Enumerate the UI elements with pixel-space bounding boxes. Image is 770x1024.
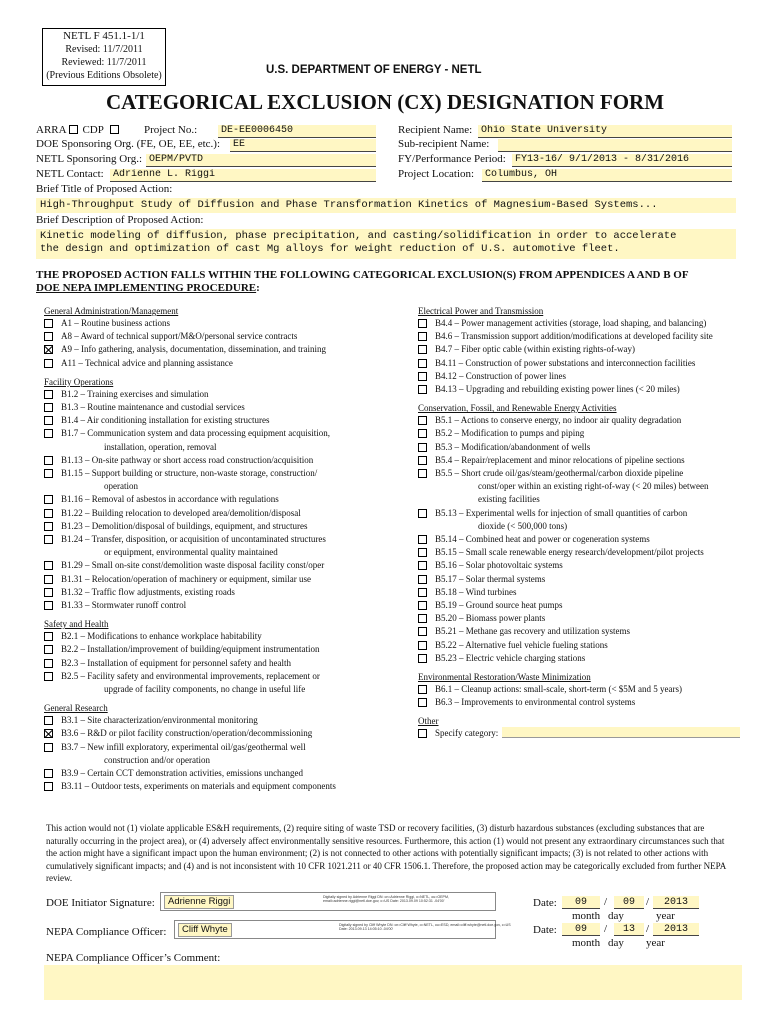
cx-item-label: B1.7 – Communication system and data processing equipment acquisition, (61, 428, 330, 439)
cx-item-label: B4.12 – Construction of power lines (435, 370, 566, 381)
cx-header (36, 269, 736, 295)
cx-checkbox-b3-7[interactable] (44, 743, 53, 752)
date1-sep1: / (604, 896, 608, 908)
cx-checkbox-b3-1[interactable] (44, 716, 53, 725)
brief-desc-label: Brief Description of Proposed Action: (36, 214, 204, 226)
cx-checkbox-b5-19[interactable] (418, 601, 427, 610)
cx-item-continuation: installation, operation, removal (104, 441, 217, 452)
cx-item-label: A8 – Award of technical support/M&O/personal service contracts (61, 331, 298, 342)
cx-item-label: B5.21 – Methane gas recovery and utilization systems (435, 626, 630, 637)
brief-title-label: Brief Title of Proposed Action: (36, 183, 173, 195)
cx-item (44, 467, 404, 480)
cx-item-label: A11 – Technical advice and planning assistance (61, 357, 233, 368)
cx-header-line1: THE PROPOSED ACTION FALLS WITHIN THE FOLLOWING CATEGORICAL EXCLUSION(S) FROM APPENDICES A AND B OF (36, 269, 689, 281)
cx-item (418, 599, 748, 612)
cx-item (418, 507, 748, 520)
project-no-label: Project No.: (143, 124, 198, 136)
cx-item (418, 357, 748, 370)
cx-item-label: B1.15 – Support building or structure, non-waste storage, construction/ (61, 468, 318, 479)
officer-digital-signature: Digitally signed by Cliff Whyte DN: cn=Cliff Whyte, o=NETL, ou=ESD, email=cliff.whyte@netl.doe.gov, c=US Date: 2013.09.13 14:05:10 -04'00' (339, 923, 511, 932)
cx-item (44, 670, 404, 683)
doe-org-field[interactable]: EE (230, 139, 376, 152)
brief-title-text: High-Throughput Study of Diffusion and Phase Transformation Kinetics of Magnesium-Based Systems... (40, 199, 658, 211)
left-cx-column (44, 305, 404, 794)
officer-signature-box[interactable] (174, 920, 511, 939)
cx-checkbox-b1-4[interactable] (44, 416, 53, 425)
department-heading: U.S. DEPARTMENT OF ENERGY - NETL (266, 64, 482, 76)
cx-checkbox-b5-5[interactable] (418, 469, 427, 478)
cx-item-label: B3.6 – R&D or pilot facility construction/operation/decommissioning (61, 728, 313, 739)
cx-item (44, 599, 404, 612)
cx-item-label: B1.32 – Traffic flow adjustments, existing roads (61, 586, 235, 597)
cx-item-label: B4.7 – Fiber optic cable (within existing rights-of-way) (435, 344, 635, 355)
cx-item-label: B5.23 – Electric vehicle charging stations (435, 652, 586, 663)
section-heading: General Research (44, 703, 108, 714)
cx-item (418, 639, 748, 652)
cx-item (418, 652, 748, 665)
netl-org-field[interactable]: OEPM/PVTD (146, 154, 376, 167)
cx-checkbox-b1-32[interactable] (44, 588, 53, 597)
cx-item (44, 727, 404, 740)
cx-item-label: B5.18 – Wind turbines (435, 586, 517, 597)
cx-item (418, 625, 748, 638)
location-field[interactable]: Columbus, OH (482, 169, 732, 182)
cx-checkbox-b4-13[interactable] (418, 385, 427, 394)
cx-item-label: B1.2 – Training exercises and simulation (61, 388, 209, 399)
cx-item (44, 573, 404, 586)
cx-checkbox-b5-20[interactable] (418, 614, 427, 623)
specify-category-field[interactable] (502, 727, 740, 738)
cx-item (418, 383, 748, 396)
cx-item (44, 767, 404, 780)
netl-contact-label: NETL Contact: (36, 168, 104, 180)
cx-checkbox-a1[interactable] (44, 319, 53, 328)
cx-header-colon: : (256, 282, 260, 294)
section-heading: Facility Operations (44, 376, 114, 387)
cx-item-continuation: existing facilities (478, 494, 540, 505)
cx-checkbox-b1-24[interactable] (44, 535, 53, 544)
cx-item (44, 330, 404, 343)
initiator-label: DOE Initiator Signature: (46, 897, 155, 909)
cx-item-label: Specify category: (435, 728, 499, 739)
cx-item (44, 414, 404, 427)
cdp-checkbox[interactable] (110, 125, 119, 134)
cx-item-label: B1.24 – Transfer, disposition, or acquisition of uncontaminated structures (61, 534, 326, 545)
cx-item (418, 683, 748, 696)
netl-contact-field[interactable]: Adrienne L. Riggi (110, 169, 376, 182)
cx-checkbox-b1-7[interactable] (44, 429, 53, 438)
cx-checkbox-b1-13[interactable] (44, 456, 53, 465)
cx-item (418, 573, 748, 586)
netl-org-label: NETL Sponsoring Org.: (36, 153, 143, 165)
form-number: NETL F 451.1-1/1 (63, 30, 145, 42)
cx-checkbox-b4-12[interactable] (418, 372, 427, 381)
cx-checkbox-b5-16[interactable] (418, 561, 427, 570)
cx-item (418, 467, 748, 480)
cx-item-label: B2.3 – Installation of equipment for personnel safety and health (61, 657, 291, 668)
right-cx-column (418, 305, 748, 741)
date1-year[interactable]: 2013 (653, 896, 699, 909)
cx-item-label: B5.5 – Short crude oil/gas/steam/geothermal/carbon dioxide pipeline (435, 468, 684, 479)
cx-item-label: A1 – Routine business actions (61, 318, 170, 328)
cx-item-label: B5.20 – Biomass power plants (435, 613, 546, 624)
cx-checkbox-b2-1[interactable] (44, 632, 53, 641)
cx-item-label: B4.6 – Transmission support addition/modifications at developed facility site (435, 331, 713, 342)
cx-item-label: B1.31 – Relocation/operation of machinery or equipment, similar use (61, 573, 311, 584)
cx-checkbox-b1-33[interactable] (44, 601, 53, 610)
cx-item-label: B4.13 – Upgrading and rebuilding existing power lines (< 20 miles) (435, 384, 680, 395)
cx-item-label: B1.16 – Removal of asbestos in accordance with regulations (61, 494, 279, 505)
cx-item-label: B5.3 – Modification/abandonment of wells (435, 441, 591, 452)
section-heading: Electrical Power and Transmission (418, 306, 544, 316)
cx-item-label: B5.22 – Alternative fuel vehicle fueling stations (435, 639, 608, 650)
cx-item (418, 414, 748, 427)
cx-item-label: B4.4 – Power management activities (storage, load shaping, and balancing) (435, 318, 707, 328)
form-title: CATEGORICAL EXCLUSION (CX) DESIGNATION FORM (105, 90, 665, 114)
cx-item-continuation: or equipment, environmental quality maintained (104, 547, 278, 558)
cx-item-label: B1.33 – Stormwater runoff control (61, 600, 187, 611)
cx-item (418, 612, 748, 625)
cx-checkbox-b2-2[interactable] (44, 645, 53, 654)
cx-item-label: B1.3 – Routine maintenance and custodial services (61, 402, 245, 413)
cx-item-continuation: const/oper within an existing right-of-way (< 20 miles) between (478, 481, 709, 492)
subrecipient-field[interactable] (498, 139, 732, 152)
form-obsolete: (Previous Editions Obsolete) (46, 70, 162, 81)
cx-item-continuation: dioxide (< 500,000 tons) (478, 520, 568, 531)
date2-month-caption: month (572, 937, 601, 949)
cx-checkbox-b5-23[interactable] (418, 654, 427, 663)
form-id-box (42, 28, 166, 86)
cx-item-label: A9 – Info gathering, analysis, documentation, dissemination, and training (61, 344, 326, 355)
cx-checkbox-b5-13[interactable] (418, 509, 427, 518)
cx-checkbox-b1-23[interactable] (44, 522, 53, 531)
cx-item (44, 454, 404, 467)
cx-checkbox-b4-6[interactable] (418, 332, 427, 341)
cx-checkbox-b6-3[interactable] (418, 698, 427, 707)
cx-item (44, 630, 404, 643)
cx-item-label: B1.29 – Small on-site const/demolition waste disposal facility const/oper (61, 560, 325, 571)
cx-item-label: B1.22 – Building relocation to developed area/demolition/disposal (61, 507, 301, 518)
cx-item-label: B2.2 – Installation/improvement of building/equipment instrumentation (61, 644, 320, 655)
cx-item (418, 586, 748, 599)
date2-sep2: / (646, 923, 650, 935)
brief-title-field[interactable] (36, 198, 736, 213)
date1-month[interactable]: 09 (562, 896, 600, 909)
cx-item (418, 441, 748, 454)
cx-checkbox-b1-31[interactable] (44, 575, 53, 584)
cx-checkbox-b5-15[interactable] (418, 548, 427, 557)
brief-desc-line2: the design and optimization of cast Mg alloys for weight reduction of U.S. automotive fleet. (40, 243, 620, 255)
section-heading: Safety and Health (44, 619, 109, 630)
date1-day[interactable]: 09 (614, 896, 644, 909)
cx-checkbox-b5-22[interactable] (418, 641, 427, 650)
location-label: Project Location: (398, 168, 475, 180)
cx-checkbox-b4-4[interactable] (418, 319, 427, 328)
cx-checkbox-b5-2[interactable] (418, 429, 427, 438)
cx-item-continuation: construction and/or operation (104, 754, 210, 765)
cx-item-label: B3.9 – Certain CCT demonstration activities, emissions unchanged (61, 768, 304, 779)
cx-item (44, 657, 404, 670)
form-reviewed: Reviewed: 11/7/2011 (61, 57, 147, 68)
date2-sep1: / (604, 923, 608, 935)
cx-item (44, 388, 404, 401)
cx-item (44, 401, 404, 414)
cx-item (418, 427, 748, 440)
cx-checkbox-a11[interactable] (44, 359, 53, 368)
cx-checkbox-a9[interactable] (44, 345, 53, 354)
cx-item-label: B5.2 – Modification to pumps and piping (435, 428, 585, 439)
cx-item (44, 714, 404, 727)
cx-item (418, 370, 748, 383)
cx-checkbox-b4-11[interactable] (418, 359, 427, 368)
cx-item (418, 454, 748, 467)
cx-item-label: B6.3 – Improvements to environmental control systems (435, 697, 636, 708)
cx-item (44, 741, 404, 754)
cx-checkbox-b1-16[interactable] (44, 495, 53, 504)
cx-checkbox-specify[interactable] (418, 729, 427, 738)
cx-checkbox-b5-4[interactable] (418, 456, 427, 465)
cx-item-label: B5.13 – Experimental wells for injection of small quantities of carbon (435, 507, 688, 518)
cx-item (418, 546, 748, 559)
initiator-digital-signature: Digitally signed by Adrienne Riggi DN: cn=Adrienne Riggi, o=NETL, ou=OEPM, email=adrienne.riggi@netl.doe.gov, c=US Date: 2013.09.09 10:52:31 -04'00' (323, 895, 449, 904)
cx-item-label: B5.16 – Solar photovoltaic systems (435, 560, 563, 571)
recipient-field[interactable]: Ohio State University (478, 125, 732, 138)
cx-item-label: B1.4 – Air conditioning installation for existing structures (61, 415, 270, 426)
comment-field[interactable] (44, 965, 742, 1000)
cx-checkbox-b3-6[interactable] (44, 729, 53, 738)
cx-header-line2: DOE NEPA IMPLEMENTING PROCEDURE (36, 282, 257, 294)
date2-year[interactable]: 2013 (653, 923, 699, 936)
cx-item-label: B2.1 – Modifications to enhance workplace habitability (61, 631, 262, 642)
cx-item-continuation: upgrade of facility components, no change in useful life (104, 684, 306, 695)
cx-item-label: B4.11 – Construction of power substations and interconnection facilities (435, 357, 696, 368)
initiator-signature-box[interactable] (160, 892, 496, 911)
cx-item-label: B1.23 – Demolition/disposal of buildings, equipment, and structures (61, 520, 308, 531)
date1-year-caption: year (656, 910, 675, 922)
cx-checkbox-b5-18[interactable] (418, 588, 427, 597)
cx-checkbox-b2-5[interactable] (44, 672, 53, 681)
cx-item (44, 357, 404, 370)
cx-checkbox-b6-1[interactable] (418, 685, 427, 694)
cx-checkbox-b5-17[interactable] (418, 575, 427, 584)
fy-field[interactable]: FY13-16/ 9/1/2013 - 8/31/2016 (512, 154, 732, 167)
cx-item-label: B5.1 – Actions to conserve energy, no indoor air quality degradation (435, 415, 682, 426)
section-heading: Other (418, 716, 439, 727)
cx-item (44, 586, 404, 599)
cx-item-label: B3.1 – Site characterization/environmental monitoring (61, 715, 258, 726)
cx-item-label: B1.13 – On-site pathway or short access road construction/acquisition (61, 454, 314, 465)
date1-month-caption: month (572, 910, 601, 922)
brief-desc-line1: Kinetic modeling of diffusion, phase precipitation, and casting/solidification in order to accelerate (40, 230, 677, 242)
project-no-field[interactable]: DE-EE0006450 (218, 125, 376, 138)
cx-checkbox-b1-2[interactable] (44, 390, 53, 399)
section-heading: Conservation, Fossil, and Renewable Energy Activities (418, 403, 617, 414)
cx-item (44, 507, 404, 520)
doe-org-label: DOE Sponsoring Org. (FE, OE, EE, etc.): (36, 138, 221, 150)
cx-item (44, 533, 404, 546)
cx-item-label: B5.17 – Solar thermal systems (435, 573, 546, 584)
cx-checkbox-b3-11[interactable] (44, 782, 53, 791)
cx-item (44, 520, 404, 533)
cx-item-label: B3.7 – New infill exploratory, experimental oil/gas/geothermal well (61, 741, 306, 752)
cx-item (44, 493, 404, 506)
cx-checkbox-b2-3[interactable] (44, 659, 53, 668)
cx-checkbox-b5-3[interactable] (418, 443, 427, 452)
arra-label: ARRA (36, 124, 66, 136)
brief-desc-field[interactable] (36, 229, 736, 259)
cx-item (44, 559, 404, 572)
cx-item-label: B5.15 – Small scale renewable energy research/development/pilot projects (435, 547, 704, 558)
date2-month[interactable]: 09 (562, 923, 600, 936)
cx-checkbox-b1-22[interactable] (44, 509, 53, 518)
date1-sep2: / (646, 896, 650, 908)
date2-label: Date: (533, 924, 557, 936)
date2-year-caption: year (646, 937, 665, 949)
date1-label: Date: (533, 897, 557, 909)
subrecipient-label: Sub-recipient Name: (398, 138, 490, 150)
officer-name: Cliff Whyte (178, 923, 232, 937)
officer-label: NEPA Compliance Officer: (46, 926, 167, 938)
cx-item (44, 343, 404, 356)
cx-item (418, 727, 748, 740)
cx-item-label: B2.5 – Facility safety and environmental improvements, replacement or (61, 670, 320, 681)
form-revised: Revised: 11/7/2011 (65, 44, 143, 55)
cx-item (44, 780, 404, 793)
section-heading: Environmental Restoration/Waste Minimization (418, 672, 591, 683)
cdp-label: CDP (82, 124, 104, 136)
date2-day[interactable]: 13 (614, 923, 644, 936)
arra-checkbox[interactable] (69, 125, 78, 134)
cx-item (44, 317, 404, 330)
date1-day-caption: day (608, 910, 624, 922)
cx-item-continuation: operation (104, 481, 138, 492)
conditions-paragraph: This action would not (1) violate applicable ES&H requirements, (2) require siting of waste TSD or recovery facilities, (3) disturb hazardous substances (excluding substances that are naturally occurring in the project area), or (4) adversely affect environmentally sensitive resources. Furthermore, this action (1) would not present any extraordinary circumstances such that the action might have a significant impact upon the human environment; (2) is not connected to other actions with potentially significant impacts; (3) is not related to other actions with cumulatively significant impacts; and (4) and is not inconsistent with 10 CFR 1021.211 or 40 CFR 1506.1. Therefore, the proposed action may be categorically excluded from further NEPA review. (46, 823, 726, 883)
initiator-name: Adrienne Riggi (164, 895, 234, 909)
fy-label: FY/Performance Period: (398, 153, 506, 165)
cx-checkbox-b1-29[interactable] (44, 561, 53, 570)
cx-item-label: B5.19 – Ground source heat pumps (435, 600, 563, 611)
cx-checkbox-b4-7[interactable] (418, 345, 427, 354)
cx-item (418, 533, 748, 546)
cx-checkbox-b1-15[interactable] (44, 469, 53, 478)
cx-item-label: B5.14 – Combined heat and power or cogeneration systems (435, 534, 650, 545)
cx-item (44, 643, 404, 656)
cx-checkbox-b5-21[interactable] (418, 627, 427, 636)
cx-item (44, 427, 404, 440)
cx-item (418, 343, 748, 356)
section-heading: General Administration/Management (44, 306, 179, 316)
cx-item (418, 330, 748, 343)
cx-item-label: B5.4 – Repair/replacement and minor relocations of pipeline sections (435, 454, 685, 465)
cx-item-label: B3.11 – Outdoor tests, experiments on materials and equipment components (61, 781, 336, 792)
cx-checkbox-a8[interactable] (44, 332, 53, 341)
arra-row (36, 124, 197, 136)
recipient-label: Recipient Name: (398, 124, 473, 136)
cx-checkbox-b1-3[interactable] (44, 403, 53, 412)
comment-label: NEPA Compliance Officer’s Comment: (46, 952, 221, 964)
cx-item (418, 696, 748, 709)
cx-item (418, 317, 748, 330)
cx-checkbox-b5-14[interactable] (418, 535, 427, 544)
cx-checkbox-b5-1[interactable] (418, 416, 427, 425)
cx-checkbox-b3-9[interactable] (44, 769, 53, 778)
date2-day-caption: day (608, 937, 624, 949)
cx-item-label: B6.1 – Cleanup actions: small-scale, short-term (< $5M and 5 years) (435, 684, 683, 695)
cx-item (418, 559, 748, 572)
